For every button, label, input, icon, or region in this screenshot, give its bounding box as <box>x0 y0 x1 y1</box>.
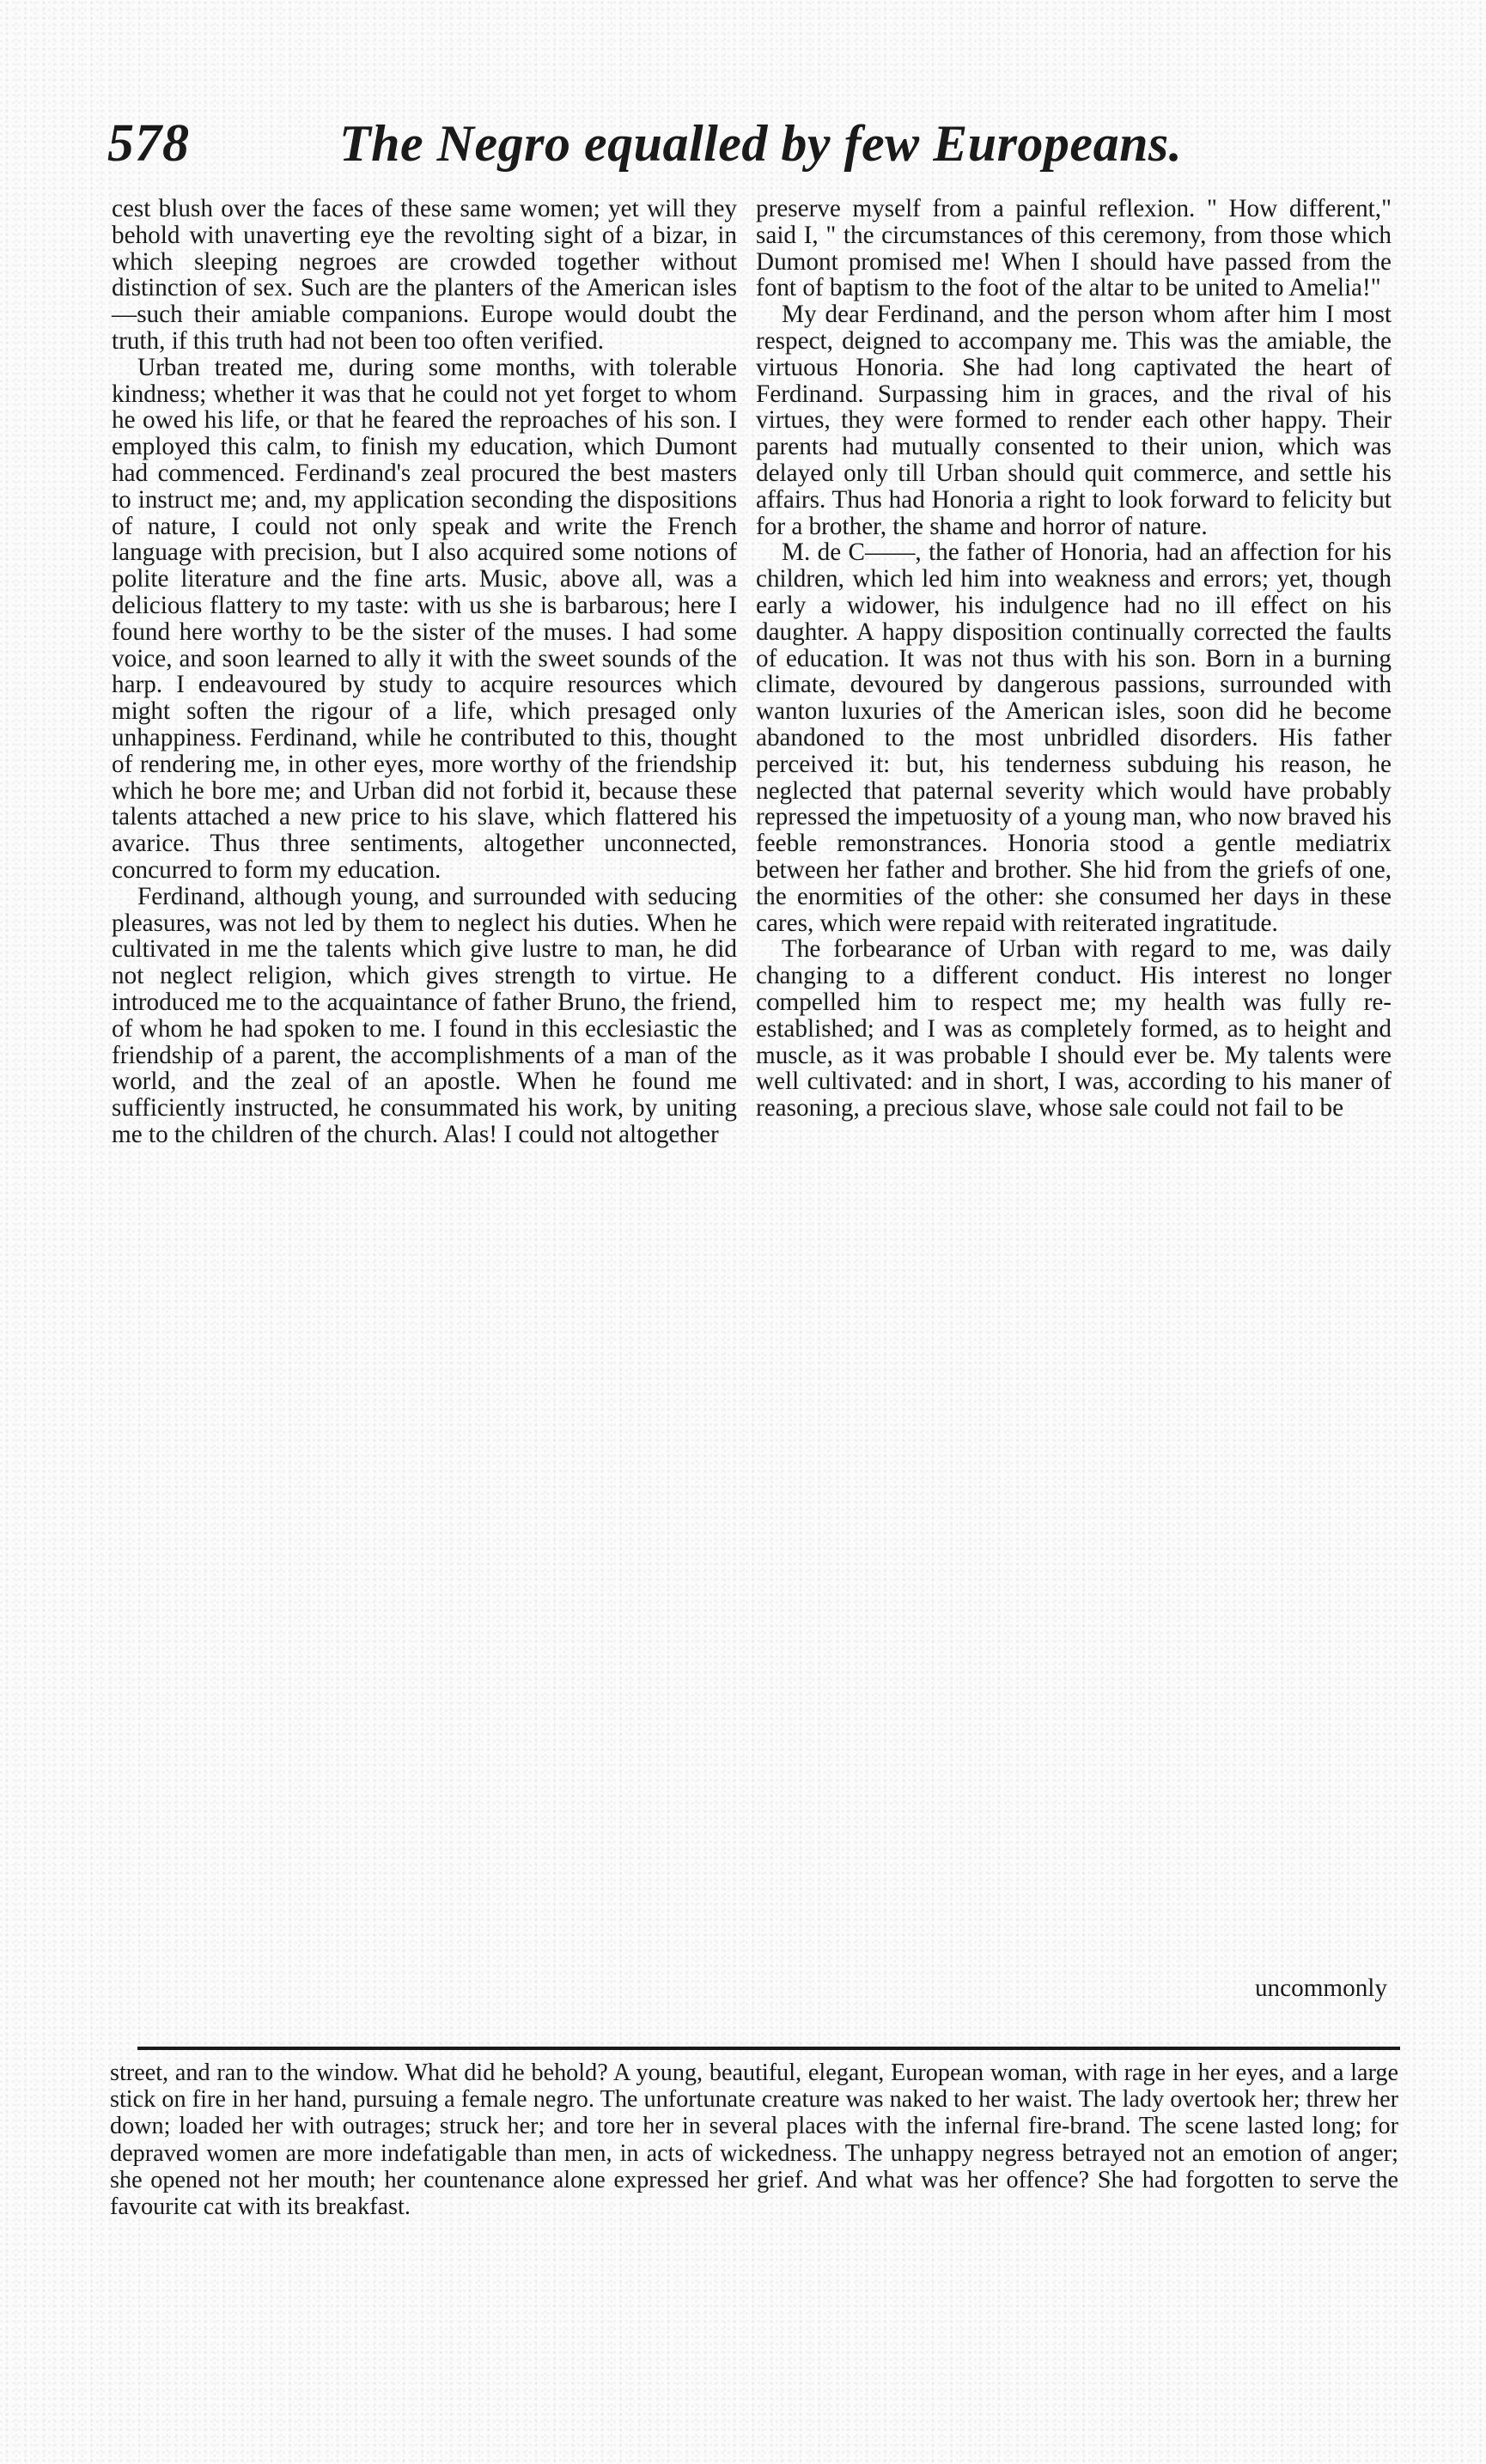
page-header <box>107 110 1396 183</box>
page-number: 578 <box>107 114 190 173</box>
right-column <box>756 196 1392 1122</box>
paragraph: The forbearance of Urban with regard to me, was daily changing to a different conduct. His interest no longer compelled him to respect me; my health was fully re-established; and I was as completely formed, as to height and muscle, as it was probable I should ever be. My talents were well cultivated: and in short, I was, according to his maner of reasoning, a precious slave, whose sale could not fail to be <box>756 935 1392 1122</box>
running-title: The Negro equalled by few Europeans. <box>339 115 1183 172</box>
paragraph: My dear Ferdinand, and the person whom after him I most respect, deigned to accompany me. This was the amiable, the virtuous Honoria. She had long captivated the heart of Ferdinand. Surpassing him in graces, and the rival of his virtues, they were formed to render each other happy. Their parents had mutually consented to their union, which was delayed only till Urban should quit commerce, and settle his affairs. Thus had Honoria a right to look forward to felicity but for a brother, the shame and horror of nature. <box>756 301 1392 540</box>
paragraph: M. de C——, the father of Honoria, had an affection for his children, which led him into weakness and errors; yet, though early a widower, his indulgence had no ill effect on his daughter. A happy disposition continually corrected the faults of education. It was not thus with his son. Born in a burning climate, devoured by dangerous passions, surrounded with wanton luxuries of the American isles, soon did he become abandoned to the most unbridled disorders. His father perceived it: but, his tenderness subduing his reason, he neglected that paternal severity which would have probably repressed the impetuosity of a young man, who now braved his feeble remonstrances. Honoria stood a gentle mediatrix between her father and brother. She hid from the griefs of one, the enormities of the other: she consumed her days in these cares, which were repaid with reiterated ingratitude. <box>756 538 1392 937</box>
paragraph: preserve myself from a painful reflexion. " How different," said I, " the circumstances of this ceremony, from those which Dumont promised me! When I should have passed from the font of baptism to the foot of the altar to be united to Amelia!" <box>756 195 1392 302</box>
paragraph: Urban treated me, during some months, with tolerable kindness; whether it was that he could not yet forget to whom he owed his life, or that he feared the reproaches of his son. I employed this calm, to finish my education, which Dumont had commenced. Ferdinand's zeal procured the best masters to instruct me; and, my application seconding the dispositions of nature, I could not only speak and write the French language with precision, but I also acquired some notions of polite literature and the fine arts. Music, above all, was a delicious flattery to my taste: with us she is barbarous; here I found here worthy to be the sister of the muses. I had some voice, and soon learned to ally it with the sweet sounds of the harp. I endeavoured by study to acquire resources which might soften the rigour of a life, which presaged only unhappiness. Ferdinand, while he contributed to this, thought of rendering me, in other eyes, more worthy of the friendship which he bore me; and Urban did not forbid it, because these talents attached a new price to his slave, which flattered his avarice. Thus three sentiments, altogether unconnected, concurred to form my education. <box>112 353 737 884</box>
catchword: uncommonly <box>1254 1974 1387 2002</box>
paragraph: cest blush over the faces of these same women; yet will they behold with unaverting eye the revolting sight of a bizar, in which sleeping negroes are crowded together without distinction of sex. Such are the planters of the American isles—such their amiable companions. Europe would doubt the truth, if this truth had not been too often verified. <box>112 195 737 355</box>
footnote-text: street, and ran to the window. What did he behold? A young, beautiful, elegant, European woman, with rage in her eyes, and a large stick on fire in her hand, pursuing a female negro. The unfortunate creature was naked to her waist. The lady overtook her; threw her down; loaded her with outrages; struck her; and tore her in several places with the infernal fire-brand. The scene lasted long; for depraved women are more indefatigable than men, in acts of wickedness. The unhappy negress betrayed not an emotion of anger; she opened not her mouth; her countenance alone expressed her grief. And what was her offence? She had forgotten to serve the favourite cat with its breakfast. <box>110 2059 1398 2221</box>
left-column <box>112 196 737 1148</box>
footnote <box>110 2059 1398 2220</box>
footnote-divider <box>137 2047 1400 2050</box>
paragraph: Ferdinand, although young, and surrounded with seducing pleasures, was not led by them to neglect his duties. When he cultivated in me the talents which give lustre to man, he did not neglect religion, which gives strength to virtue. He introduced me to the acquaintance of father Bruno, the friend, of whom he had spoken to me. I found in this ecclesiastic the friendship of a parent, the accomplishments of a man of the world, and the zeal of an apostle. When he found me sufficiently instructed, he consummated his work, by uniting me to the children of the church. Alas! I could not altogether <box>112 882 737 1148</box>
